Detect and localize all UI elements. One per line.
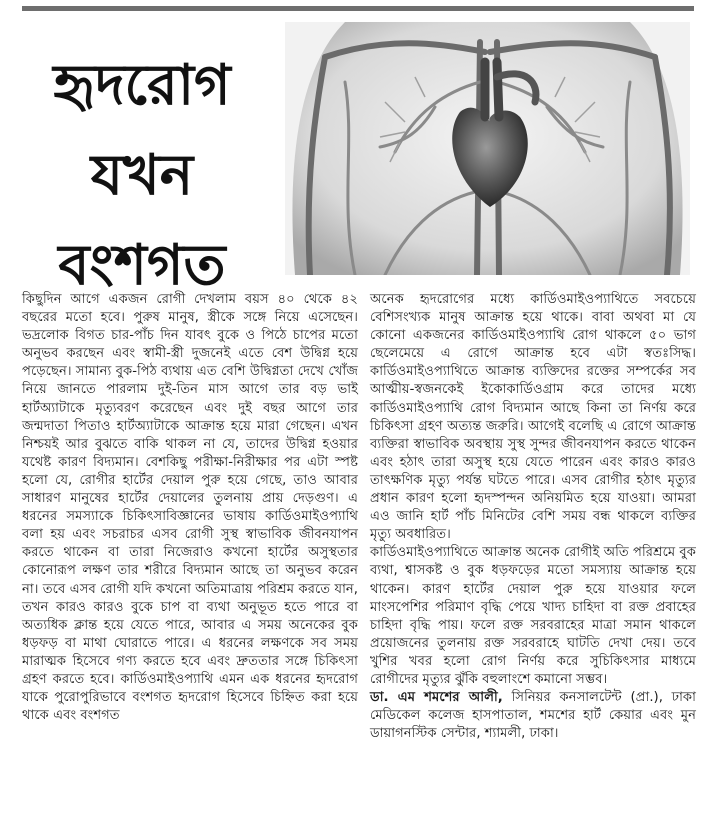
article-paragraph: অনেক হৃদরোগের মধ্যে কার্ডিওমাইওপ্যাথিতে সবচেয়ে বেশিসংখ্যক মানুষ আক্রান্ত হয়ে থাকে। বাবা অথবা মা যে কোনো একজনের কার্ডিওমাইওপ্যাথি রোগ থাকলে ৫০ ভাগ ছেলেমেয়ে এ রোগে আক্রান্ত হবে এটা স্বতঃসিদ্ধ। কার্ডিওমাইওপ্যাথিতে আক্রান্ত ব্যক্তিদের রক্তের সম্পর্কের সব আত্মীয়-স্বজনকেই ইকোকার্ডিওগ্রাম করে তাদের মধ্যে কার্ডিওমাইওপ্যাথি রোগ বিদ্যমান আছে কিনা তা নির্ণয় করে চিকিৎসা গ্রহণ অত্যন্ত জরুরি। আগেই বলেছি এ রোগে আক্রান্ত ব্যক্তিরা স্বাভাবিক অবস্থায় সুস্থ সুন্দর জীবনযাপন করতে থাকেন এবং হঠাৎ তারা অসুস্থ হয়ে যেতে পারেন এবং কারও কারও তাৎক্ষণিক মৃত্যু পর্যন্ত ঘটতে পারে। এসব রোগীর হঠাৎ মৃত্যুর প্রধান কারণ হলো হৃদস্পন্দন অনিয়মিত হয়ে যাওয়া। আমরা এও জানি হার্ট পাঁচ মিনিটের বেশি সময় বন্ধ থাকলে ব্যক্তির মৃত্যু অবধারিত। — [370, 292, 696, 543]
headline — [22, 40, 262, 310]
author-name: ডা. এম শমশের আলী, — [370, 690, 503, 706]
article-column-left — [22, 291, 358, 725]
top-rule — [22, 6, 694, 11]
headline-line-3: বংশগত — [58, 232, 226, 298]
article-column-right — [370, 291, 696, 743]
article-paragraph: কিছুদিন আগে একজন রোগী দেখলাম বয়স ৪০ থেকে ৪২ বছরের মতো হবে। পুরুষ মানুষ, স্ত্রীকে সঙ্গে নিয়ে এসেছেন। ভদ্রলোক বিগত চার-পাঁচ দিন যাবৎ বুকে ও পিঠে চাপের মতো অনুভব করছেন এবং স্বামী-স্ত্রী দুজনেই এতে বেশ উদ্বিগ্ন হয়ে পড়েছেন। সামান্য বুক-পিঠ ব্যথায় এত বেশি উদ্বিগ্নতা দেখে খোঁজ নিয়ে জানতে পারলাম দুই-তিন মাস আগে তার বড় ভাই হার্টঅ্যাটাকে মৃত্যুবরণ করেছেন এবং দুই বছর আগে তার জন্মদাতা পিতাও হার্টঅ্যাটাকে আক্রান্ত হয়ে মারা গেছেন। এখন নিশ্চয়ই আর বুঝতে বাকি থাকল না যে, তাদের উদ্বিগ্ন হওয়ার যথেষ্ট কারণ বিদ্যমান। বেশকিছু পরীক্ষা-নিরীক্ষার পর এটা স্পষ্ট হলো যে, রোগীর হার্টের দেয়াল পুরু হয়ে গেছে, তাও আবার সাধারণ মানুষের হার্টের দেয়ালের তুলনায় প্রায় দেড়গুণ। এ ধরনের সমস্যাকে চিকিৎসাবিজ্ঞানের ভাষায় কার্ডিওমাইওপ্যাথি বলা হয় এবং সচরাচর এসব রোগী সুস্থ স্বাভাবিক জীবনযাপন করতে থাকেন বা তারা নিজেরাও কখনো হার্টের অসুস্থতার কোনোরূপ লক্ষণ তার শরীরে বিদ্যমান আছে তা অনুভব করেন না। তবে এসব রোগী যদি কখনো অতিমাত্রায় পরিশ্রম করতে যান, তখন কারও কারও বুকে চাপ বা ব্যথা অনুভূত হতে পারে বা অত্যধিক ক্লান্ত হয়ে যেতে পারে, আবার এ সময় অনেকের বুক ধড়ফড় বা মাথা ঘোরাতে পারে। এ ধরনের লক্ষণকে সব সময় মারাত্মক হিসেবে গণ্য করতে হবে এবং দ্রুততার সঙ্গে চিকিৎসা গ্রহণ করতে হবে। কার্ডিওমাইওপ্যাথি এমন এক ধরনের হৃদরোগ যাকে পুরোপুরিভাবে বংশগত হৃদরোগ হিসেবে চিহ্নিত করা হয়ে থাকে এবং বংশগত — [22, 292, 358, 724]
headline-line-2: যখন — [90, 142, 194, 208]
headline-line-1: হৃদরোগ — [53, 52, 231, 118]
article-paragraph: কার্ডিওমাইওপ্যাথিতে আক্রান্ত অনেক রোগীই অতি পরিশ্রমে বুক ব্যথা, শ্বাসকষ্ট ও বুক ধড়ফড়ের মতো সমস্যায় আক্রান্ত হয়ে থাকেন। কারণ হার্টের দেয়াল পুরু হয়ে যাওয়ার ফলে মাংসপেশির পরিমাণ বৃদ্ধি পেয়ে খাদ্য চাহিদা বা রক্ত প্রবাহের চাহিদা বৃদ্ধি পায়। ফলে রক্ত সরবরাহের মাত্রা সমান থাকলে প্রয়োজনের তুলনায় রক্ত সরবরাহে ঘাটতি দেখা দেয়। তবে খুশির খবর হলো রোগ নির্ণয় করে সুচিকিৎসার মাধ্যমে রোগীদের মৃত্যুর ঝুঁকি বহুলাংশে কমানো সম্ভব। — [370, 545, 696, 687]
author-credit: সিনিয়র কনসালটেন্ট (প্রা.), ঢাকা মেডিকেল কলেজ হাসপাতাল, শমশের হার্ট কেয়ার এবং মুন ডায়াগনস্টিক সেন্টার, শ্যামলী, ঢাকা। — [370, 690, 696, 742]
author-byline — [370, 689, 696, 743]
heart-circulatory-system-icon — [285, 22, 690, 275]
